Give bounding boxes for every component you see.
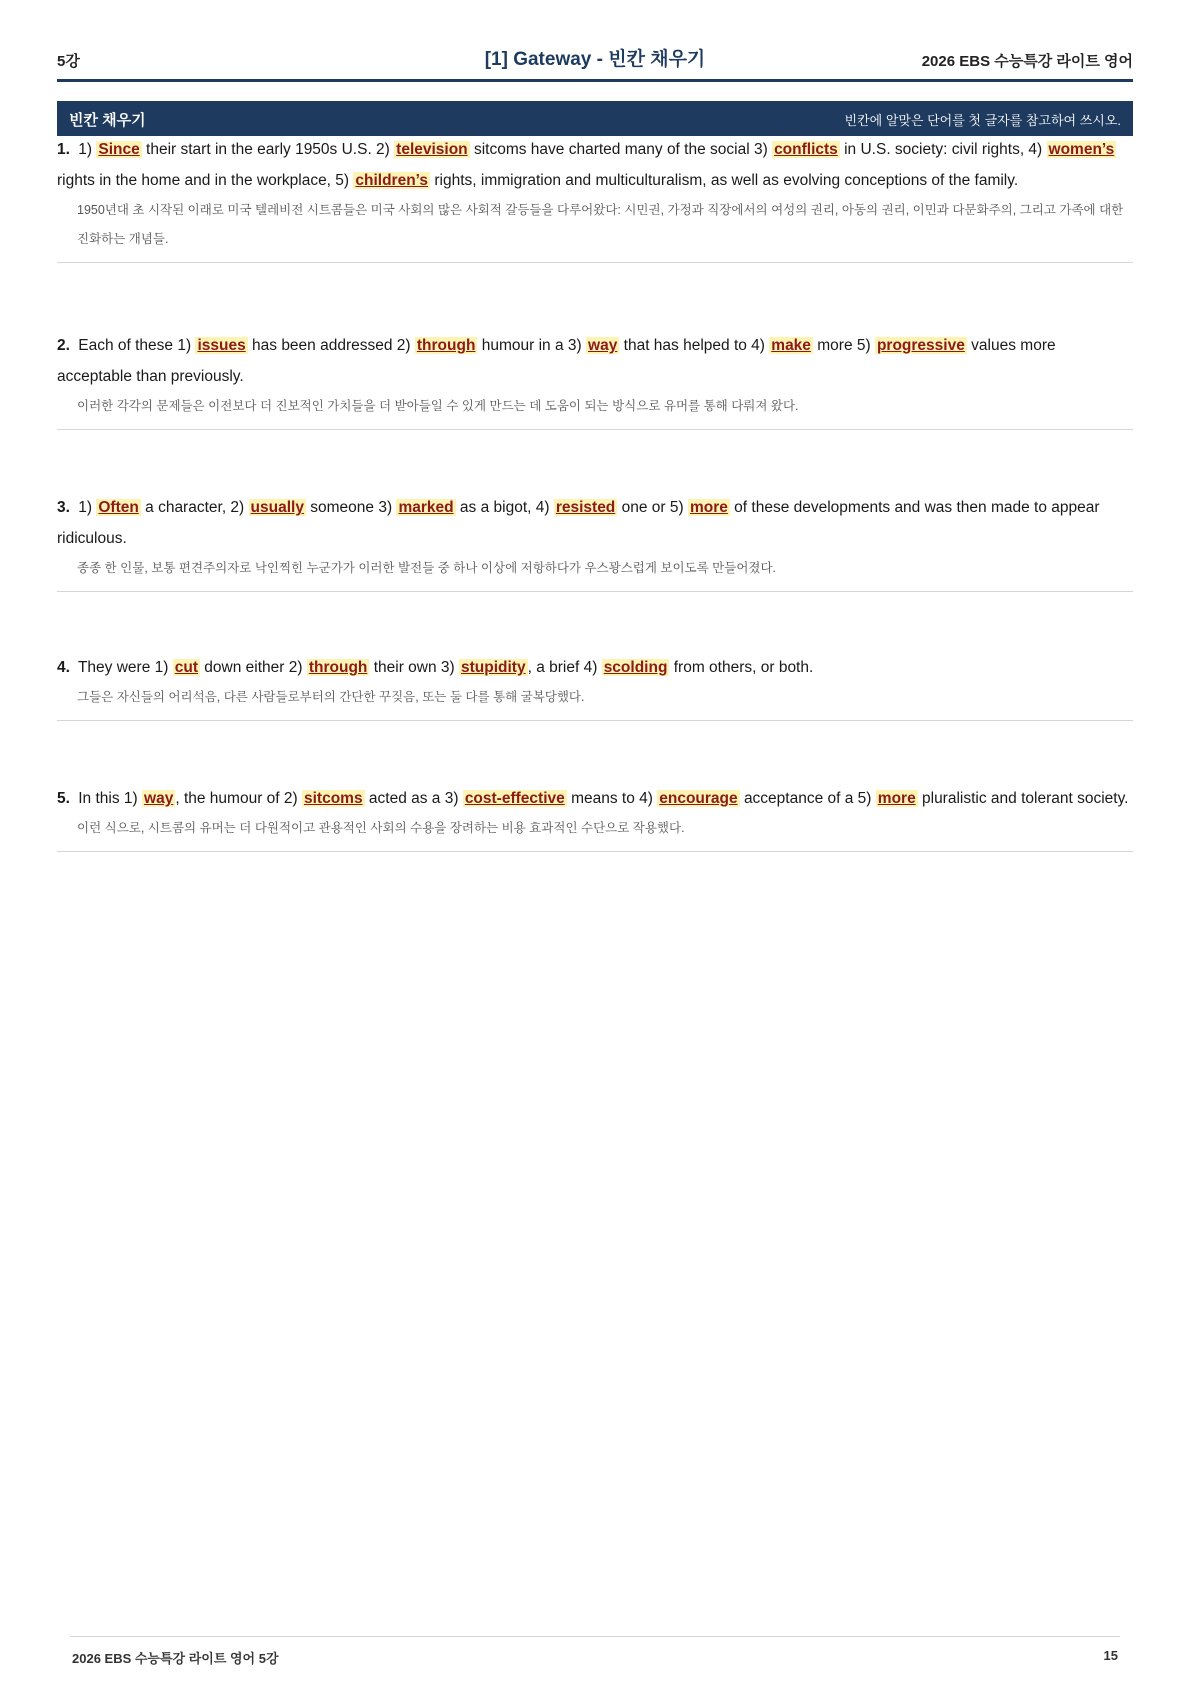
text-segment: In this 1) (78, 790, 138, 807)
answer-blank-2: sitcoms (303, 790, 363, 807)
book-title: 2026 EBS 수능특강 라이트 영어 (921, 53, 1133, 70)
answer-blank-1: Often (98, 499, 139, 516)
answer-blank-1: way (144, 790, 174, 807)
answer-blank-1: issues (197, 337, 246, 354)
answer-blank-3: conflicts (774, 141, 838, 158)
text-segment: Each of these 1) (78, 337, 192, 354)
text-segment: someone 3) (310, 499, 393, 516)
text-segment: down either 2) (204, 659, 303, 676)
korean-translation: 그들은 자신들의 어리석음, 다른 사람들로부터의 간단한 꾸짖음, 또는 둘 다를 통해 굴복당했다. (77, 690, 585, 704)
item-number: 4. (57, 659, 70, 676)
answer-blank-1: Since (98, 141, 140, 158)
answer-blank-4: scolding (603, 659, 668, 676)
korean-translation: 이러한 각각의 문제들은 이전보다 더 진보적인 가치들을 더 받아들일 수 있게 만드는 데 도움이 되는 방식으로 유머를 통해 다뤄져 왔다. (77, 399, 799, 413)
page-header (57, 44, 1133, 78)
text-segment: that has helped to 4) (623, 337, 765, 354)
english-sentence (57, 134, 1133, 196)
text-segment: one or 5) (621, 499, 684, 516)
english-sentence (57, 652, 1133, 683)
item-number: 5. (57, 790, 70, 807)
text-segment: humour in a 3) (481, 337, 582, 354)
korean-translation: 1950년대 초 시작된 이래로 미국 텔레비전 시트콤들은 미국 사회의 많은 사회적 갈등들을 다루어왔다: 시민권, 가정과 직장에서의 여성의 권리, 아동의 권리, 이민과 다문화주의, 그리고 가족에 대한 진화하는 개념들. (77, 203, 1124, 246)
answer-blank-2: through (308, 659, 368, 676)
lesson-label: 5강 (57, 53, 80, 70)
answer-blank-4: encourage (659, 790, 738, 807)
answer-blank-4: make (771, 337, 811, 354)
section-title: 빈칸 채우기 (69, 112, 146, 129)
item-divider (57, 262, 1133, 263)
answer-blank-2: television (396, 141, 468, 158)
korean-translation: 이런 식으로, 시트콤의 유머는 더 다원적이고 관용적인 사회의 수용을 장려하는 비용 효과적인 수단으로 작용했다. (77, 821, 685, 835)
text-segment: They were 1) (77, 659, 169, 676)
question-item-2 (57, 330, 1133, 430)
text-segment: acted as a 3) (368, 790, 459, 807)
text-segment: rights in the home and in the workplace, 5) (57, 172, 350, 189)
text-segment: from others, or both. (673, 659, 814, 676)
text-segment: 1) (78, 499, 93, 516)
answer-blank-2: usually (250, 499, 304, 516)
answer-blank-3: way (588, 337, 618, 354)
footer-book-label: 2026 EBS 수능특강 라이트 영어 5강 (72, 1651, 279, 1666)
item-divider (57, 591, 1133, 592)
question-item-5 (57, 783, 1133, 852)
text-segment: their start in the early 1950s U.S. 2) (146, 141, 390, 158)
text-segment: as a bigot, 4) (459, 499, 550, 516)
item-number: 3. (57, 499, 70, 516)
text-segment: has been addressed 2) (252, 337, 411, 354)
answer-blank-5: progressive (876, 337, 965, 354)
answer-blank-5: more (689, 499, 728, 516)
answer-blank-3: cost-effective (464, 790, 565, 807)
question-item-1 (57, 134, 1133, 263)
header-divider (57, 79, 1133, 82)
text-segment: rights, immigration and multiculturalism, as well as evolving conceptions of the family. (434, 172, 1019, 189)
answer-blank-3: stupidity (461, 659, 526, 676)
answer-blank-3: marked (398, 499, 454, 516)
answer-blank-1: cut (174, 659, 198, 676)
question-item-4 (57, 652, 1133, 721)
page-number: 15 (1103, 1648, 1118, 1663)
answer-blank-2: through (416, 337, 476, 354)
answer-blank-5: more (877, 790, 916, 807)
text-segment: , the humour of 2) (175, 790, 298, 807)
section-bar (57, 101, 1133, 136)
item-divider (57, 851, 1133, 852)
text-segment: acceptance of a 5) (743, 790, 872, 807)
english-sentence (57, 330, 1133, 392)
text-segment: their own 3) (373, 659, 455, 676)
text-segment: a character, 2) (145, 499, 245, 516)
text-segment: pluralistic and tolerant society. (922, 790, 1129, 807)
answer-blank-5: children’s (355, 172, 429, 189)
text-segment: means to 4) (571, 790, 653, 807)
question-item-3 (57, 492, 1133, 592)
korean-translation: 종종 한 인물, 보통 편견주의자로 낙인찍힌 누군가가 이러한 발전들 중 하나 이상에 저항하다가 우스꽝스럽게 보이도록 만들어졌다. (77, 561, 777, 575)
text-segment: 1) (78, 141, 93, 158)
text-segment: values more acceptable than previously. (57, 337, 1056, 385)
section-instruction: 빈칸에 알맞은 단어를 첫 글자를 참고하여 쓰시오. (844, 113, 1121, 128)
text-segment: sitcoms have charted many of the social 3) (473, 141, 768, 158)
footer-divider (70, 1636, 1120, 1637)
item-divider (57, 720, 1133, 721)
english-sentence (57, 492, 1133, 554)
text-segment: of these developments and was then made to appear ridiculous. (57, 499, 1100, 547)
english-sentence (57, 783, 1133, 814)
text-segment: more 5) (817, 337, 871, 354)
item-number: 2. (57, 337, 70, 354)
page-title: [1] Gateway - 빈칸 채우기 (484, 49, 706, 70)
text-segment: in U.S. society: civil rights, 4) (844, 141, 1043, 158)
answer-blank-4: resisted (555, 499, 616, 516)
item-divider (57, 429, 1133, 430)
answer-blank-4: women’s (1048, 141, 1115, 158)
item-number: 1. (57, 141, 70, 158)
text-segment: , a brief 4) (527, 659, 598, 676)
